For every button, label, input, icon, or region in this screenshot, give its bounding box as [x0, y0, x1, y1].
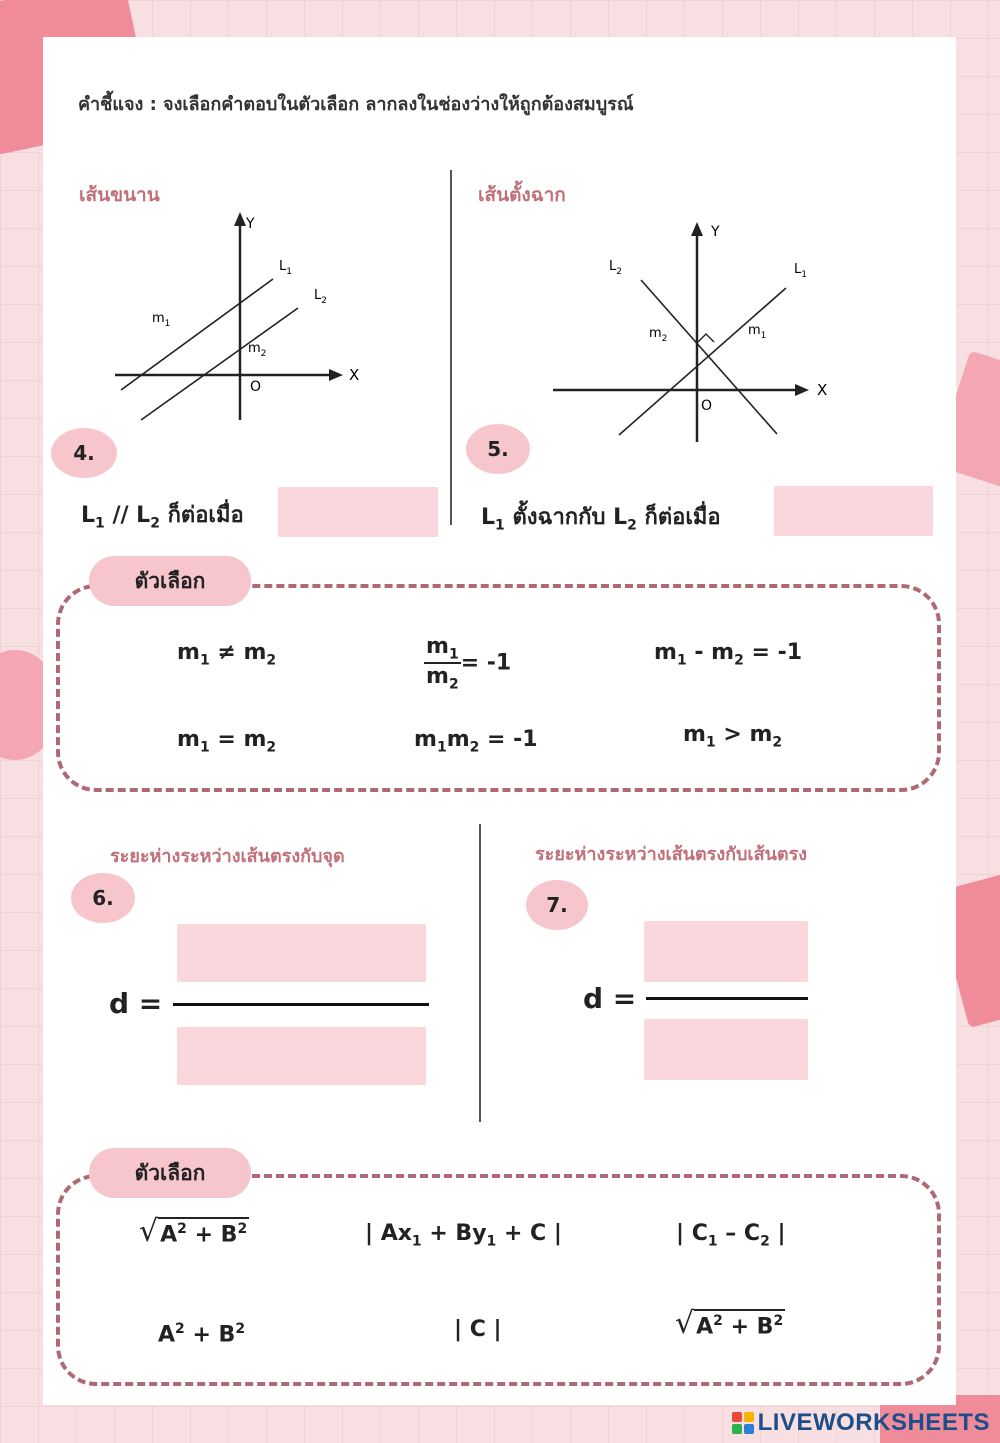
y-label: Y [711, 224, 720, 240]
choices-box-2 [56, 1174, 941, 1386]
choice-m1-neq-m2[interactable]: $m_1 \ne m_2$ [177, 640, 277, 669]
choices-tag-2: ตัวเลือก [89, 1148, 251, 1198]
x-axis-arrow [795, 384, 809, 396]
fraction-bar-6 [173, 1003, 429, 1006]
m1-label: $m_1$ [748, 323, 767, 341]
line-l1 [121, 279, 273, 390]
l1-label: $L_1$ [794, 262, 807, 280]
origin-label: O [250, 379, 262, 395]
origin-label: O [701, 398, 713, 414]
choice-sqrt-a2-plus-b2-2[interactable] [675, 1306, 785, 1342]
section-divider [450, 170, 452, 525]
choice-sqrt-a2-plus-b2[interactable] [139, 1214, 249, 1250]
choice-abs-ax1-by1-c[interactable]: | $Ax_1 + By_1 + C$ | [365, 1221, 562, 1250]
fraction: $\frac{m_1}{m_2}$ [426, 634, 459, 693]
right-angle-mark [697, 334, 714, 343]
question-5-text: $L_1$ ตั้งฉากกับ $L_2$ ก็ต่อเมื่อ [481, 505, 721, 534]
radical-icon: √ [675, 1306, 695, 1342]
instruction-text: คำชี้แจง : จงเลือกคำตอบในตัวเลือก ลากลงในช่องว่างให้ถูกต้องสมบูรณ์ [78, 94, 634, 115]
section-divider-2 [479, 824, 481, 1122]
question-number-6: 6. [71, 873, 135, 923]
brand-text: LIVEWORKSHEETS [757, 1409, 990, 1436]
y-axis-arrow [234, 212, 246, 226]
choice-m1-gt-m2[interactable]: $m_1 > m_2$ [683, 722, 783, 751]
choice-m1-minus-m2-eq-neg1[interactable]: $m_1 - m_2 = -1$ [654, 640, 803, 669]
question-number-7: 7. [526, 880, 588, 930]
perpendicular-lines-graph [551, 220, 851, 450]
distance-lines-lhs: d = [583, 982, 637, 1015]
choices-tag-1: ตัวเลือก [89, 556, 251, 606]
sqrt: √ $A^2 + B^2$ [675, 1306, 784, 1342]
y-axis-arrow [691, 222, 703, 236]
l1-label: $L_1$ [279, 259, 292, 277]
fraction-bar-7 [646, 997, 808, 1000]
parallel-lines-graph [103, 212, 403, 427]
answer-drop-zone-4[interactable] [278, 487, 438, 537]
question-number-4: 4. [51, 428, 117, 478]
parallel-title: เส้นขนาน [79, 184, 160, 206]
answer-drop-zone-7-numerator[interactable] [644, 921, 808, 982]
choice-m1-eq-m2[interactable]: $m_1 = m_2$ [177, 727, 277, 756]
perpendicular-title: เส้นตั้งฉาก [478, 184, 566, 206]
choice-abs-c1-minus-c2[interactable]: | $C_1 - C_2$ | [676, 1221, 786, 1250]
y-label: Y [246, 216, 255, 232]
question-number-5: 5. [466, 424, 530, 474]
m2-label: $m_2$ [248, 341, 267, 359]
answer-drop-zone-7-denominator[interactable] [644, 1019, 808, 1080]
x-label: X [349, 366, 360, 384]
l2-label: $L_2$ [609, 259, 622, 277]
m2-label: $m_2$ [649, 326, 668, 344]
distance-point-lhs: d = [109, 987, 163, 1020]
choice-m1-over-m2-eq-neg1[interactable]: $\frac{m_1}{m_2}$ = -1 [426, 634, 512, 693]
radical-icon: √ [139, 1214, 159, 1250]
liveworksheets-mark-icon [732, 1412, 754, 1434]
worksheet-page [43, 37, 956, 1405]
liveworksheets-logo[interactable] [732, 1409, 990, 1437]
m1-label: $m_1$ [152, 311, 171, 329]
sqrt: √ $A^2 + B^2$ [139, 1214, 248, 1250]
answer-drop-zone-6-numerator[interactable] [177, 924, 426, 982]
answer-drop-zone-6-denominator[interactable] [177, 1027, 426, 1085]
choice-a2-plus-b2[interactable]: $A^2 + B^2$ [158, 1321, 246, 1348]
question-4-text: $L_1 // L_2$ ก็ต่อเมื่อ [81, 503, 244, 532]
x-axis-arrow [329, 369, 343, 381]
x-label: X [817, 381, 828, 399]
distance-point-title: ระยะห่างระหว่างเส้นตรงกับจุด [110, 846, 345, 867]
answer-drop-zone-5[interactable] [774, 486, 933, 536]
distance-lines-title: ระยะห่างระหว่างเส้นตรงกับเส้นตรง [535, 844, 808, 865]
l2-label: $L_2$ [314, 288, 327, 306]
choice-m1m2-eq-neg1[interactable]: $m_1m_2 = -1$ [414, 727, 538, 756]
choice-abs-c[interactable]: | C | [454, 1317, 502, 1342]
